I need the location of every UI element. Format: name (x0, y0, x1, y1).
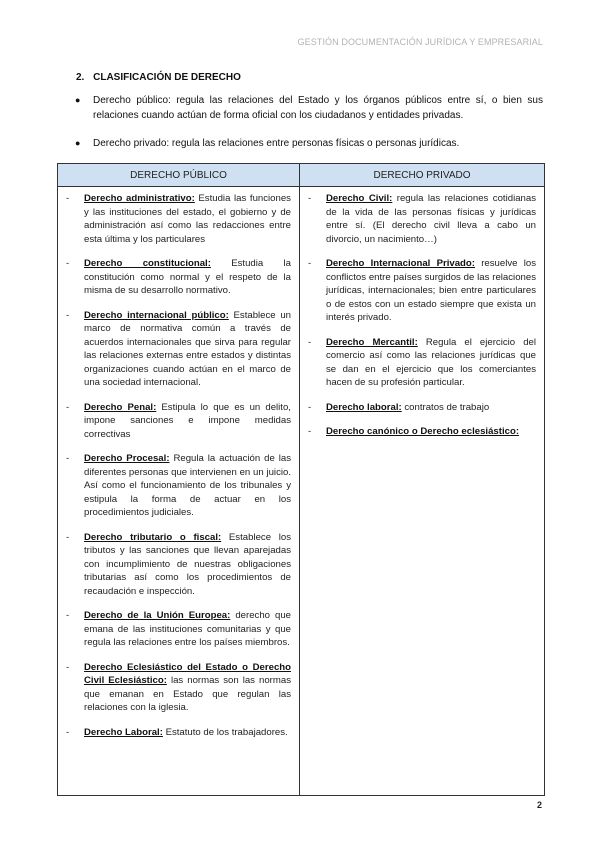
law-term: Derecho administrativo: (84, 193, 195, 204)
law-description: contratos de trabajo (401, 401, 490, 413)
section-title-text: CLASIFICACIÓN DE DERECHO (93, 72, 241, 83)
header-private: DERECHO PRIVADO (300, 164, 545, 187)
dash-marker: - (66, 531, 70, 543)
law-entry (308, 425, 536, 439)
bullet-item-public (75, 93, 543, 123)
dash-marker: - (66, 193, 70, 204)
law-term: Derecho Eclesiástico del Estado o Derecho Civil Eclesiástico: (84, 661, 291, 686)
law-description: Regula la actuación de las diferentes personas que intervienen en un juicio. Así como el funcionamiento de los tribunales y estipula la forma de actuar en los procedimientos judiciales. (84, 453, 292, 518)
law-description: Estudia la constitución como normal y el respeto de la misma de su desarrollo normativo. (84, 258, 291, 296)
page-number: 2 (537, 800, 543, 810)
classification-table (57, 163, 545, 796)
law-description: las normas son las normas que emanan en Estado que regulan las relaciones con la iglesia. (84, 675, 291, 713)
dash-marker: - (66, 726, 70, 738)
law-term: Derecho Internacional Privado: (326, 258, 475, 269)
law-term: Derecho Laboral: (84, 726, 163, 738)
law-term: Derecho de la Unión Europea: (84, 610, 231, 621)
law-term: Derecho constitucional: (84, 258, 211, 269)
law-term: Derecho tributario o fiscal: (84, 531, 222, 543)
dash-marker: - (66, 661, 70, 673)
law-entry (308, 192, 536, 246)
bullet-text: Derecho público: regula las relaciones del Estado y los órganos públicos entre sí, o bien sus relaciones cuando actúan de forma oficial con los ciudadanos y entidades privadas. (93, 95, 543, 121)
law-description: Establece los tributos y las sanciones que llevan aparejadas con incumplimiento de nuestras obligaciones tributarias así como los procedimientos de recaudación e inspección. (84, 531, 292, 597)
law-description: Estipula lo que es un delito, impone sanciones e impone medidas correctivas (84, 401, 291, 440)
bullet-item-private (75, 136, 543, 151)
table-header-row (58, 164, 545, 187)
law-entry (66, 309, 291, 390)
dash-marker: - (66, 258, 70, 269)
bullet-icon: ● (75, 95, 81, 105)
law-description: regula las relaciones cotidianas de la vida de las personas físicas y jurídicas entre sí. (El derecho civil lleva a cabo un divorcio, un nacimiento…) (326, 193, 536, 245)
dash-marker: - (66, 401, 70, 413)
law-entry (66, 192, 291, 246)
definition-list (75, 93, 543, 151)
header-public: DERECHO PÚBLICO (58, 164, 300, 187)
law-entry (66, 726, 291, 740)
law-term: Derecho Civil: (326, 193, 393, 204)
law-term: Derecho Mercantil: (326, 336, 418, 348)
law-entry (66, 609, 291, 650)
law-entry (308, 257, 536, 325)
law-entry (66, 531, 291, 599)
dash-marker: - (308, 336, 312, 348)
law-term: Derecho canónico o Derecho eclesiástico: (326, 426, 520, 437)
dash-marker: - (308, 193, 312, 204)
law-entry (66, 661, 291, 715)
law-description: resuelve los conflictos entre países surgidos de las relaciones jurídicas, internacionales; bien entre particulares o de estos con un estado siempre que exista un interés privado. (326, 258, 537, 323)
section-title (76, 72, 241, 83)
section-number: 2. (76, 72, 85, 83)
page-header: GESTIÓN DOCUMENTACIÓN JURÍDICA Y EMPRESARIAL (297, 37, 543, 47)
law-entry (66, 257, 291, 298)
law-entry (308, 401, 536, 415)
law-term: Derecho laboral: (326, 401, 402, 413)
law-description: derecho que emana de las instituciones comunitarias y que regula las relaciones entre los países miembros. (84, 610, 291, 648)
law-entry (66, 452, 291, 520)
law-term: Derecho Penal: (84, 401, 157, 413)
dash-marker: - (308, 258, 312, 269)
dash-marker: - (308, 426, 312, 437)
law-term: Derecho Procesal: (84, 453, 170, 464)
law-description: Establece un marco de normativa común a través de acuerdos internacionales que sirva para regular las relaciones externas entre estados y distintas organizaciones cuando actúan en el marco de una sociedad internacional. (84, 309, 291, 388)
dash-marker: - (308, 401, 312, 413)
law-description: Regula el ejercicio del comercio así como las relaciones jurídicas que se dan en el ejercicio que los comerciantes hacen de su profesión particular. (326, 336, 536, 388)
dash-marker: - (66, 309, 70, 321)
law-term: Derecho internacional público: (84, 309, 229, 321)
bullet-icon: ● (75, 138, 81, 148)
dash-marker: - (66, 453, 70, 464)
law-description: Estudia las funciones y las instituciones del estado, el gobierno y de administración así como las redacciones entre esta última y los particulares (84, 193, 291, 245)
law-entry (308, 336, 536, 390)
private-law-column (300, 187, 545, 796)
law-description: Estatuto de los trabajadores. (162, 726, 288, 738)
public-law-column (58, 187, 300, 796)
law-entry (66, 401, 291, 442)
dash-marker: - (66, 610, 70, 621)
table-body-row (58, 187, 545, 796)
bullet-text: Derecho privado: regula las relaciones entre personas físicas o personas jurídicas. (93, 138, 460, 149)
